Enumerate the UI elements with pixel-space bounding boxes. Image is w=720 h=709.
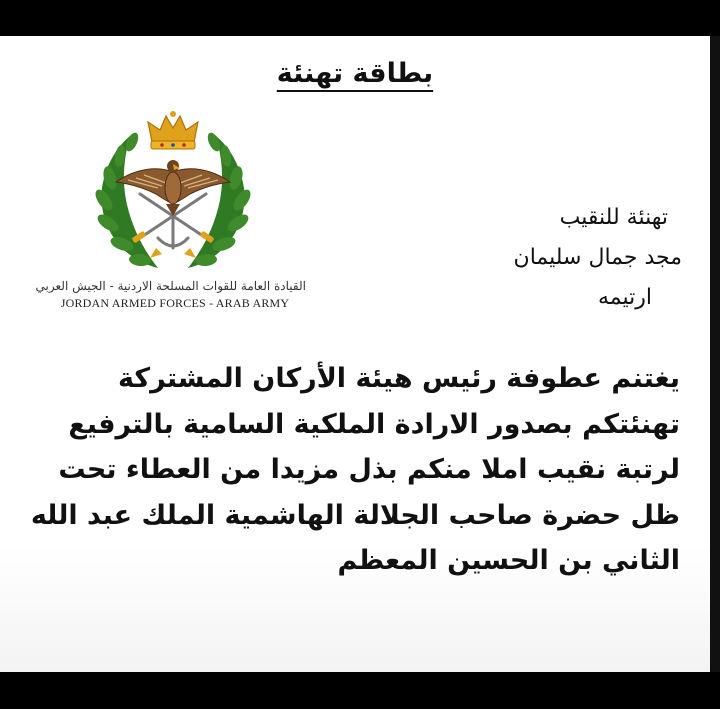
message-line: يغتنم عطوفة رئيس هيئة الأركان المشتركة [118, 363, 680, 394]
message-line: ظل حضرة صاحب الجلالة الهاشمية الملك عبد الله [30, 499, 680, 531]
addressee-line: مجد جمال سليمان [513, 245, 682, 270]
crown-icon [148, 111, 198, 149]
message-body [30, 356, 680, 584]
top-black-bar [0, 0, 720, 36]
addressee-line: تهنئة للنقيب [559, 205, 668, 230]
addressee-block [362, 198, 682, 318]
addressee-line: ارتيمه [597, 285, 652, 310]
card-title [0, 58, 710, 89]
eagle-icon [116, 160, 230, 216]
jaf-emblem-icon [88, 108, 258, 278]
message-line: لرتبة نقيب املا منكم بذل مزيدا من العطاء تحت [58, 454, 680, 485]
greeting-card [0, 36, 710, 672]
card-title-text: بطاقة تهنئة [276, 58, 434, 89]
organization-english-label: JORDAN ARMED FORCES - ARAB ARMY [60, 296, 290, 310]
message-line: الثاني بن الحسين المعظم [337, 545, 680, 576]
right-edge-shadow [710, 36, 720, 672]
message-line: تهنئتكم بصدور الارادة الملكية السامية بالترفيع [68, 408, 680, 440]
organization-arabic-label: القيادة العامة للقوات المسلحة الاردنية - الجيش العربي [35, 279, 306, 293]
bottom-black-bar [0, 672, 720, 709]
